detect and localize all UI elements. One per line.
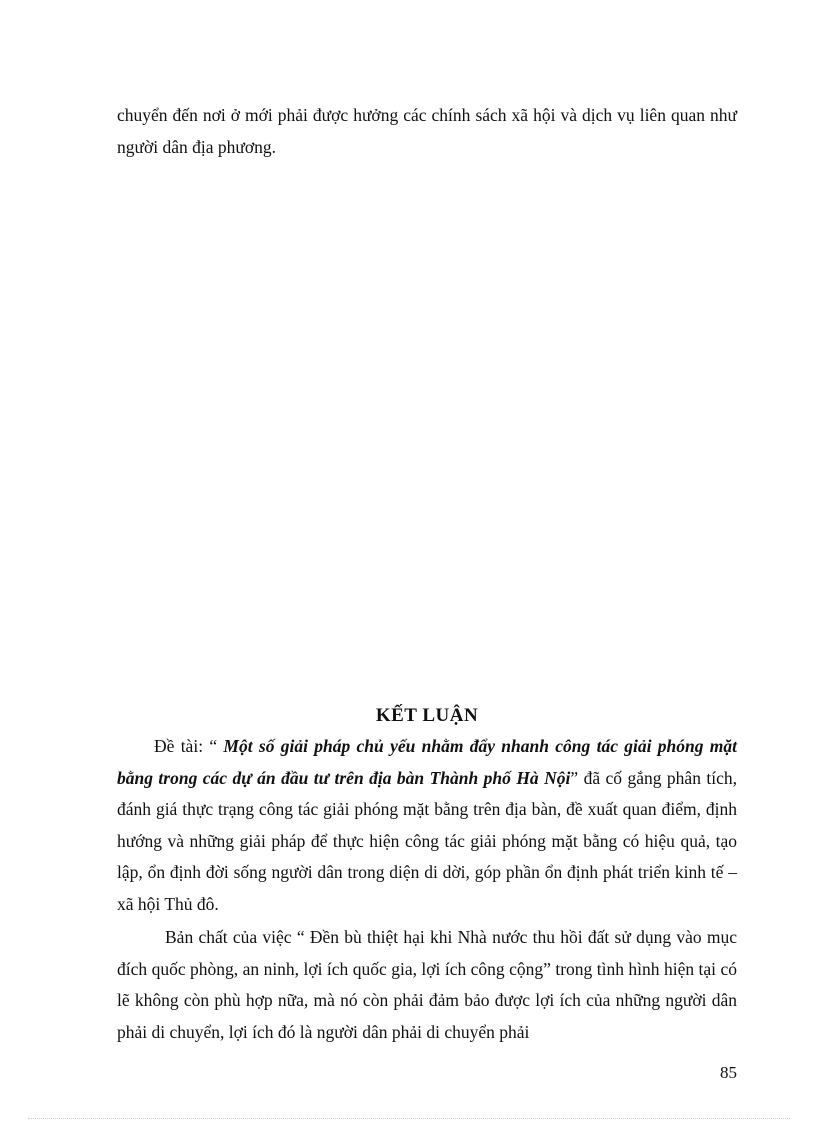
footer-divider (28, 1118, 790, 1119)
conclusion-paragraph-2: Bản chất của việc “ Đền bù thiệt hại khi Nhà nước thu hồi đất sử dụng vào mục đích quốc phòng, an ninh, lợi ích quốc gia, lợi ích công cộng” trong tình hình hiện tại có lẽ không còn phù hợp nữa, mà nó còn phải đảm bảo được lợi ích của những người dân phải di chuyển, lợi ích đó là người dân phải di chuyển phải (117, 927, 737, 1042)
section-heading: KẾT LUẬN (375, 705, 479, 726)
topic-title: Một số giải pháp chủ yếu nhằm đẩy nhanh công tác giải phóng mặt bằng trong các dự án đầu tư trên địa bàn Thành phố Hà Nội (117, 736, 738, 788)
page-number: 85 (720, 1063, 737, 1082)
conclusion-paragraph-1 (117, 731, 737, 920)
conclusion-body (117, 731, 737, 1050)
topic-lead: Đề tài: “ (154, 736, 224, 756)
continued-paragraph: chuyển đến nơi ở mới phải được hưởng các chính sách xã hội và dịch vụ liên quan như người dân địa phương. (117, 105, 737, 157)
topic-rest: ” đã cố gắng phân tích, đánh giá thực trạng công tác giải phóng mặt bằng trên địa bàn, đề xuất quan điểm, định hướng và những giải pháp để thực hiện công tác giải phóng mặt bằng có hiệu quả, tạo lập, ổn định đời sống người dân trong diện di dời, góp phần ổn định phát triển kinh tế – xã hội Thủ đô. (117, 767, 738, 914)
